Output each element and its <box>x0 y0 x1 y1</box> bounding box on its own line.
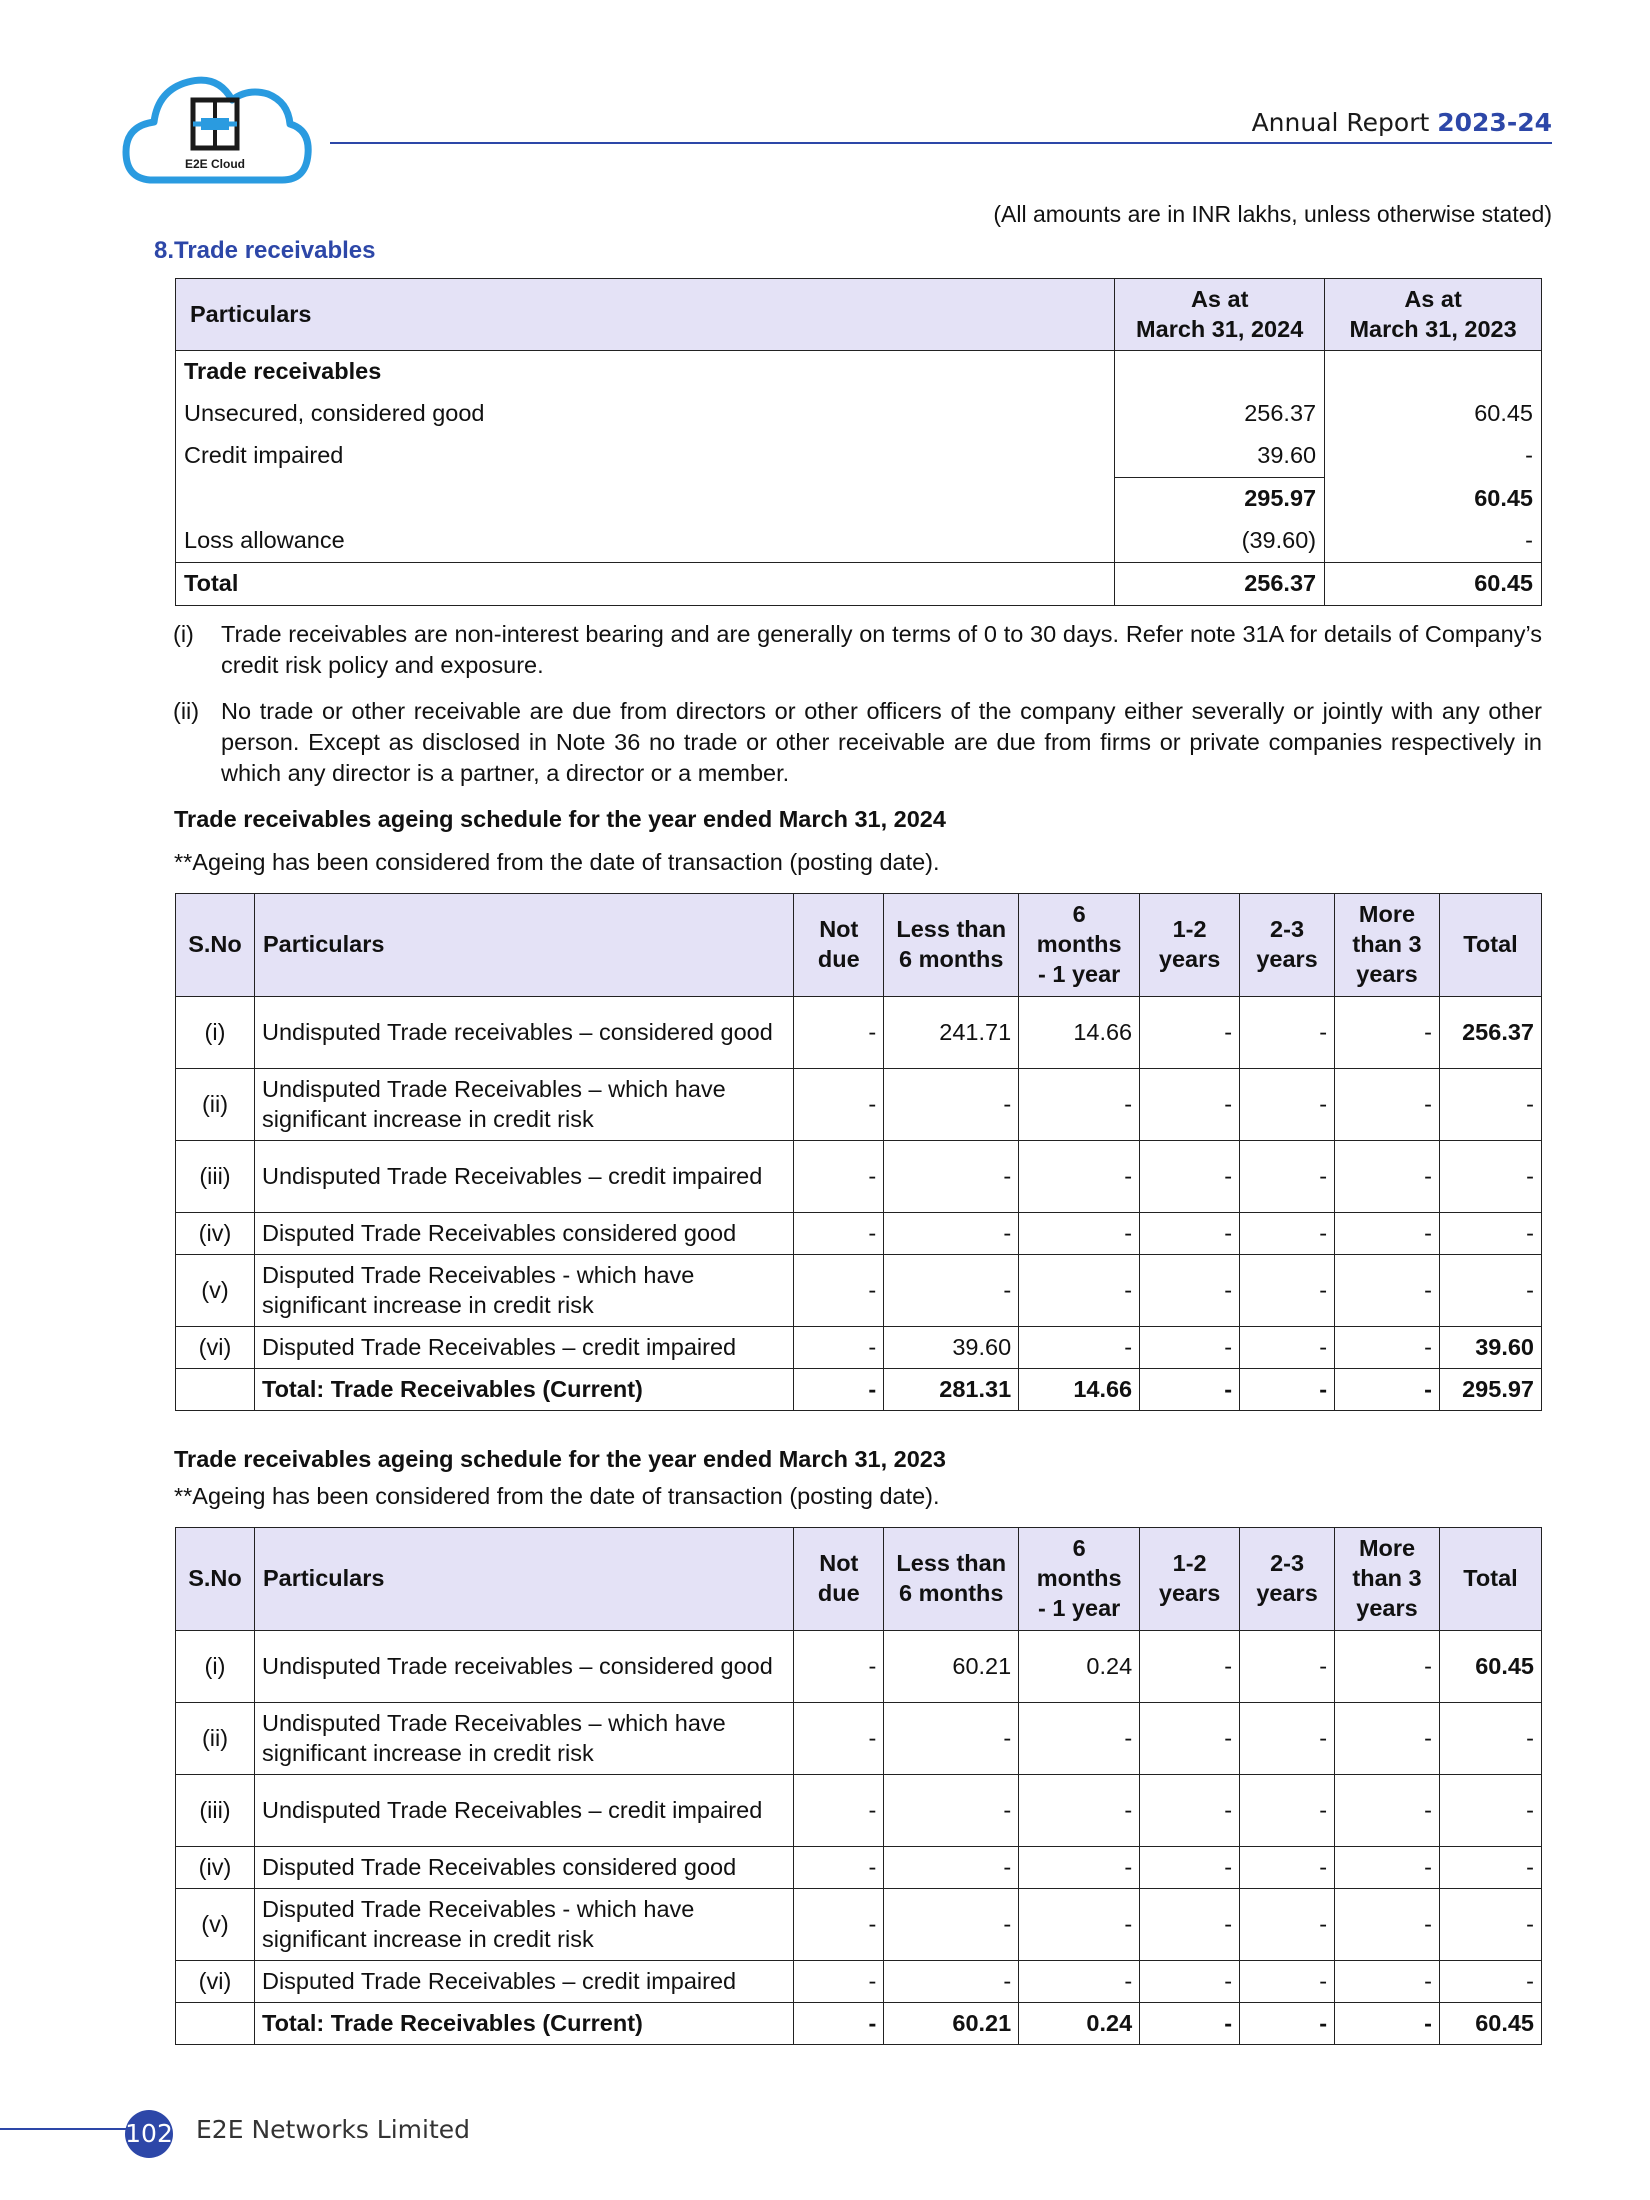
particulars-cell: Undisputed Trade Receivables – which have significant increase in credit risk <box>254 1069 793 1141</box>
particulars-cell: Undisputed Trade Receivables – credit impaired <box>254 1775 793 1847</box>
header-total: Total <box>1439 894 1541 997</box>
not-due-value: - <box>794 1889 884 1961</box>
note-text: No trade or other receivable are due from directors or other officers of the company either severally or jointly with any other person. Except as disclosed in Note 36 no trade or other receivable are due from firms or private companies respectively in which any director is a partner, a director or a member. <box>221 698 1542 787</box>
header-more-than-3-years: More than 3 years <box>1335 894 1440 997</box>
header-6-months-1-year: 6 months - 1 year <box>1019 894 1140 997</box>
not-due-value: - <box>794 1255 884 1327</box>
header-2024: As at March 31, 2024 <box>1115 279 1325 351</box>
1-2-years-value: - <box>1140 1069 1240 1141</box>
sno-cell: (ii) <box>176 1703 255 1775</box>
2-3-years-value: - <box>1240 1631 1335 1703</box>
value-2024 <box>1115 351 1325 394</box>
1-2-years-value: - <box>1140 1141 1240 1213</box>
total-value: 256.37 <box>1439 997 1541 1069</box>
more-than-3-years-value: - <box>1335 1961 1440 2003</box>
row-label <box>176 478 1115 521</box>
6-months-1-year-value: - <box>1019 1889 1140 1961</box>
particulars-cell: Undisputed Trade receivables – considered good <box>254 1631 793 1703</box>
table-row <box>176 1961 1542 2003</box>
page-number: 102 <box>125 2110 173 2158</box>
report-year: 2023-24 <box>1437 108 1552 137</box>
total-value: 60.45 <box>1439 1631 1541 1703</box>
note-marker: (ii) <box>173 698 200 724</box>
sno-cell: (iii) <box>176 1775 255 1847</box>
schedule-2024-subnote: **Ageing has been considered from the date of transaction (posting date). <box>174 849 940 875</box>
particulars-cell: Disputed Trade Receivables – credit impaired <box>254 1961 793 2003</box>
particulars-cell: Disputed Trade Receivables - which have significant increase in credit risk <box>254 1255 793 1327</box>
report-title-text: Annual Report <box>1251 108 1430 137</box>
more-than-3-years-value: - <box>1335 1631 1440 1703</box>
sno-cell: (vi) <box>176 1327 255 1369</box>
header-sno: S.No <box>176 894 255 997</box>
2-3-years-value: - <box>1240 1369 1335 1411</box>
not-due-value: - <box>794 1703 884 1775</box>
footer-rule <box>0 2128 128 2130</box>
total-value: - <box>1439 1703 1541 1775</box>
more-than-3-years-value: - <box>1335 1847 1440 1889</box>
logo-text: E2E Cloud <box>184 157 246 171</box>
table-row <box>176 1847 1542 1889</box>
ageing-schedule-2023-table <box>175 1527 1542 2045</box>
particulars-cell: Undisputed Trade Receivables – credit impaired <box>254 1141 793 1213</box>
not-due-value: - <box>794 1213 884 1255</box>
particulars-cell: Total: Trade Receivables (Current) <box>254 1369 793 1411</box>
footer-company-name: E2E Networks Limited <box>196 2115 471 2144</box>
table-row <box>176 997 1542 1069</box>
not-due-value: - <box>794 1775 884 1847</box>
value-2024: 256.37 <box>1115 393 1325 435</box>
value-2023: - <box>1325 435 1542 478</box>
less-than-6-months-value: - <box>884 1889 1019 1961</box>
header-less-than-6-months: Less than 6 months <box>884 1528 1019 1631</box>
less-than-6-months-value: - <box>884 1775 1019 1847</box>
not-due-value: - <box>794 1631 884 1703</box>
table-row <box>176 478 1542 521</box>
header-1-2-years: 1-2 years <box>1140 894 1240 997</box>
particulars-cell: Undisputed Trade receivables – considered good <box>254 997 793 1069</box>
more-than-3-years-value: - <box>1335 1889 1440 1961</box>
header-1-2-years: 1-2 years <box>1140 1528 1240 1631</box>
sno-cell: (iii) <box>176 1141 255 1213</box>
more-than-3-years-value: - <box>1335 1213 1440 1255</box>
table-row <box>176 520 1542 563</box>
1-2-years-value: - <box>1140 1369 1240 1411</box>
sno-cell <box>176 1369 255 1411</box>
table-row <box>176 1703 1542 1775</box>
not-due-value: - <box>794 1327 884 1369</box>
table-row <box>176 1889 1542 1961</box>
table-total-row <box>176 1369 1542 1411</box>
6-months-1-year-value: - <box>1019 1255 1140 1327</box>
value-2023: - <box>1325 520 1542 563</box>
trade-receivables-table <box>175 278 1542 606</box>
report-title <box>1252 108 1552 137</box>
table-header-row <box>176 894 1542 997</box>
6-months-1-year-value: - <box>1019 1775 1140 1847</box>
more-than-3-years-value: - <box>1335 1327 1440 1369</box>
1-2-years-value: - <box>1140 1703 1240 1775</box>
1-2-years-value: - <box>1140 1213 1240 1255</box>
more-than-3-years-value: - <box>1335 997 1440 1069</box>
1-2-years-value: - <box>1140 1255 1240 1327</box>
less-than-6-months-value: - <box>884 1255 1019 1327</box>
amount-note: (All amounts are in INR lakhs, unless otherwise stated) <box>993 201 1552 227</box>
less-than-6-months-value: - <box>884 1961 1019 2003</box>
more-than-3-years-value: - <box>1335 1141 1440 1213</box>
6-months-1-year-value: 14.66 <box>1019 997 1140 1069</box>
less-than-6-months-value: 241.71 <box>884 997 1019 1069</box>
less-than-6-months-value: - <box>884 1069 1019 1141</box>
6-months-1-year-value: - <box>1019 1961 1140 2003</box>
header-2-3-years: 2-3 years <box>1240 894 1335 997</box>
not-due-value: - <box>794 1847 884 1889</box>
2-3-years-value: - <box>1240 1961 1335 2003</box>
not-due-value: - <box>794 997 884 1069</box>
company-logo <box>122 60 312 190</box>
header-more-than-3-years: More than 3 years <box>1335 1528 1440 1631</box>
less-than-6-months-value: - <box>884 1703 1019 1775</box>
less-than-6-months-value: - <box>884 1141 1019 1213</box>
value-2024: 39.60 <box>1115 435 1325 478</box>
1-2-years-value: - <box>1140 997 1240 1069</box>
sno-cell: (v) <box>176 1255 255 1327</box>
value-2023: 60.45 <box>1325 478 1542 521</box>
sno-cell <box>176 2003 255 2045</box>
6-months-1-year-value: - <box>1019 1327 1140 1369</box>
schedule-2024-heading: Trade receivables ageing schedule for the year ended March 31, 2024 <box>174 806 946 832</box>
header-particulars: Particulars <box>254 894 793 997</box>
more-than-3-years-value: - <box>1335 1369 1440 1411</box>
note-item <box>173 696 1542 789</box>
more-than-3-years-value: - <box>1335 1069 1440 1141</box>
2-3-years-value: - <box>1240 1255 1335 1327</box>
table-row <box>176 1631 1542 1703</box>
table-row <box>176 1069 1542 1141</box>
2-3-years-value: - <box>1240 1889 1335 1961</box>
schedule-2023-subnote: **Ageing has been considered from the date of transaction (posting date). <box>174 1483 940 1509</box>
total-value: - <box>1439 1847 1541 1889</box>
6-months-1-year-value: - <box>1019 1069 1140 1141</box>
note-marker: (i) <box>173 621 194 647</box>
less-than-6-months-value: 281.31 <box>884 1369 1019 1411</box>
row-label: Loss allowance <box>176 520 1115 563</box>
table-row <box>176 393 1542 435</box>
2-3-years-value: - <box>1240 1069 1335 1141</box>
row-label: Total <box>176 563 1115 606</box>
header-less-than-6-months: Less than 6 months <box>884 894 1019 997</box>
table-row <box>176 1327 1542 1369</box>
total-value: 60.45 <box>1439 2003 1541 2045</box>
more-than-3-years-value: - <box>1335 1255 1440 1327</box>
table-row <box>176 1255 1542 1327</box>
less-than-6-months-value: - <box>884 1847 1019 1889</box>
particulars-cell: Total: Trade Receivables (Current) <box>254 2003 793 2045</box>
total-value: 295.97 <box>1439 1369 1541 1411</box>
ageing-schedule-2024-table <box>175 893 1542 1411</box>
2-3-years-value: - <box>1240 1847 1335 1889</box>
less-than-6-months-value: 60.21 <box>884 2003 1019 2045</box>
more-than-3-years-value: - <box>1335 1775 1440 1847</box>
value-2023: 60.45 <box>1325 393 1542 435</box>
total-value: - <box>1439 1213 1541 1255</box>
table-row <box>176 435 1542 478</box>
row-label: Trade receivables <box>176 351 1115 394</box>
less-than-6-months-value: 39.60 <box>884 1327 1019 1369</box>
less-than-6-months-value: 60.21 <box>884 1631 1019 1703</box>
sno-cell: (iv) <box>176 1213 255 1255</box>
table-total-row <box>176 563 1542 606</box>
row-label: Credit impaired <box>176 435 1115 478</box>
1-2-years-value: - <box>1140 1847 1240 1889</box>
particulars-cell: Undisputed Trade Receivables – which have significant increase in credit risk <box>254 1703 793 1775</box>
table-row <box>176 1775 1542 1847</box>
value-2024: 295.97 <box>1115 478 1325 521</box>
sno-cell: (iv) <box>176 1847 255 1889</box>
header-particulars: Particulars <box>254 1528 793 1631</box>
6-months-1-year-value: - <box>1019 1141 1140 1213</box>
value-2024: (39.60) <box>1115 520 1325 563</box>
sno-cell: (v) <box>176 1889 255 1961</box>
section-number: 8. <box>153 237 174 264</box>
table-header-row <box>176 279 1542 351</box>
2-3-years-value: - <box>1240 997 1335 1069</box>
2-3-years-value: - <box>1240 1327 1335 1369</box>
6-months-1-year-value: - <box>1019 1213 1140 1255</box>
1-2-years-value: - <box>1140 1631 1240 1703</box>
header-2023: As at March 31, 2023 <box>1325 279 1542 351</box>
not-due-value: - <box>794 2003 884 2045</box>
more-than-3-years-value: - <box>1335 1703 1440 1775</box>
6-months-1-year-value: 0.24 <box>1019 1631 1140 1703</box>
total-value: - <box>1439 1889 1541 1961</box>
total-value: - <box>1439 1069 1541 1141</box>
2-3-years-value: - <box>1240 1775 1335 1847</box>
header-not-due: Not due <box>794 1528 884 1631</box>
header-2-3-years: 2-3 years <box>1240 1528 1335 1631</box>
2-3-years-value: - <box>1240 1703 1335 1775</box>
value-2024: 256.37 <box>1115 563 1325 606</box>
schedule-2023-heading: Trade receivables ageing schedule for the year ended March 31, 2023 <box>174 1446 946 1472</box>
1-2-years-value: - <box>1140 2003 1240 2045</box>
total-value: - <box>1439 1255 1541 1327</box>
header-not-due: Not due <box>794 894 884 997</box>
not-due-value: - <box>794 1069 884 1141</box>
sno-cell: (vi) <box>176 1961 255 2003</box>
table-total-row <box>176 2003 1542 2045</box>
more-than-3-years-value: - <box>1335 2003 1440 2045</box>
6-months-1-year-value: - <box>1019 1703 1140 1775</box>
6-months-1-year-value: 0.24 <box>1019 2003 1140 2045</box>
particulars-cell: Disputed Trade Receivables - which have significant increase in credit risk <box>254 1889 793 1961</box>
total-value: - <box>1439 1961 1541 2003</box>
6-months-1-year-value: - <box>1019 1847 1140 1889</box>
sno-cell: (i) <box>176 1631 255 1703</box>
1-2-years-value: - <box>1140 1961 1240 2003</box>
section-heading <box>126 237 375 265</box>
table-header-row <box>176 1528 1542 1631</box>
note-text: Trade receivables are non-interest bearing and are generally on terms of 0 to 30 days. Refer note 31A for details of Company’s credit risk policy and exposure. <box>221 621 1542 679</box>
1-2-years-value: - <box>1140 1889 1240 1961</box>
particulars-cell: Disputed Trade Receivables considered good <box>254 1847 793 1889</box>
table-row <box>176 351 1542 394</box>
total-value: - <box>1439 1141 1541 1213</box>
not-due-value: - <box>794 1961 884 2003</box>
header-sno: S.No <box>176 1528 255 1631</box>
total-value: 39.60 <box>1439 1327 1541 1369</box>
total-value: - <box>1439 1775 1541 1847</box>
particulars-cell: Disputed Trade Receivables – credit impaired <box>254 1327 793 1369</box>
section-title: Trade receivables <box>174 237 376 264</box>
2-3-years-value: - <box>1240 2003 1335 2045</box>
sno-cell: (i) <box>176 997 255 1069</box>
row-label: Unsecured, considered good <box>176 393 1115 435</box>
header-6-months-1-year: 6 months - 1 year <box>1019 1528 1140 1631</box>
value-2023: 60.45 <box>1325 563 1542 606</box>
table-row <box>176 1141 1542 1213</box>
2-3-years-value: - <box>1240 1213 1335 1255</box>
6-months-1-year-value: 14.66 <box>1019 1369 1140 1411</box>
2-3-years-value: - <box>1240 1141 1335 1213</box>
1-2-years-value: - <box>1140 1775 1240 1847</box>
header-total: Total <box>1439 1528 1541 1631</box>
less-than-6-months-value: - <box>884 1213 1019 1255</box>
value-2023 <box>1325 351 1542 394</box>
not-due-value: - <box>794 1141 884 1213</box>
header-rule <box>330 142 1552 144</box>
sno-cell: (ii) <box>176 1069 255 1141</box>
particulars-cell: Disputed Trade Receivables considered good <box>254 1213 793 1255</box>
1-2-years-value: - <box>1140 1327 1240 1369</box>
header-particulars: Particulars <box>176 279 1115 351</box>
not-due-value: - <box>794 1369 884 1411</box>
table-row <box>176 1213 1542 1255</box>
note-item <box>173 619 1542 681</box>
